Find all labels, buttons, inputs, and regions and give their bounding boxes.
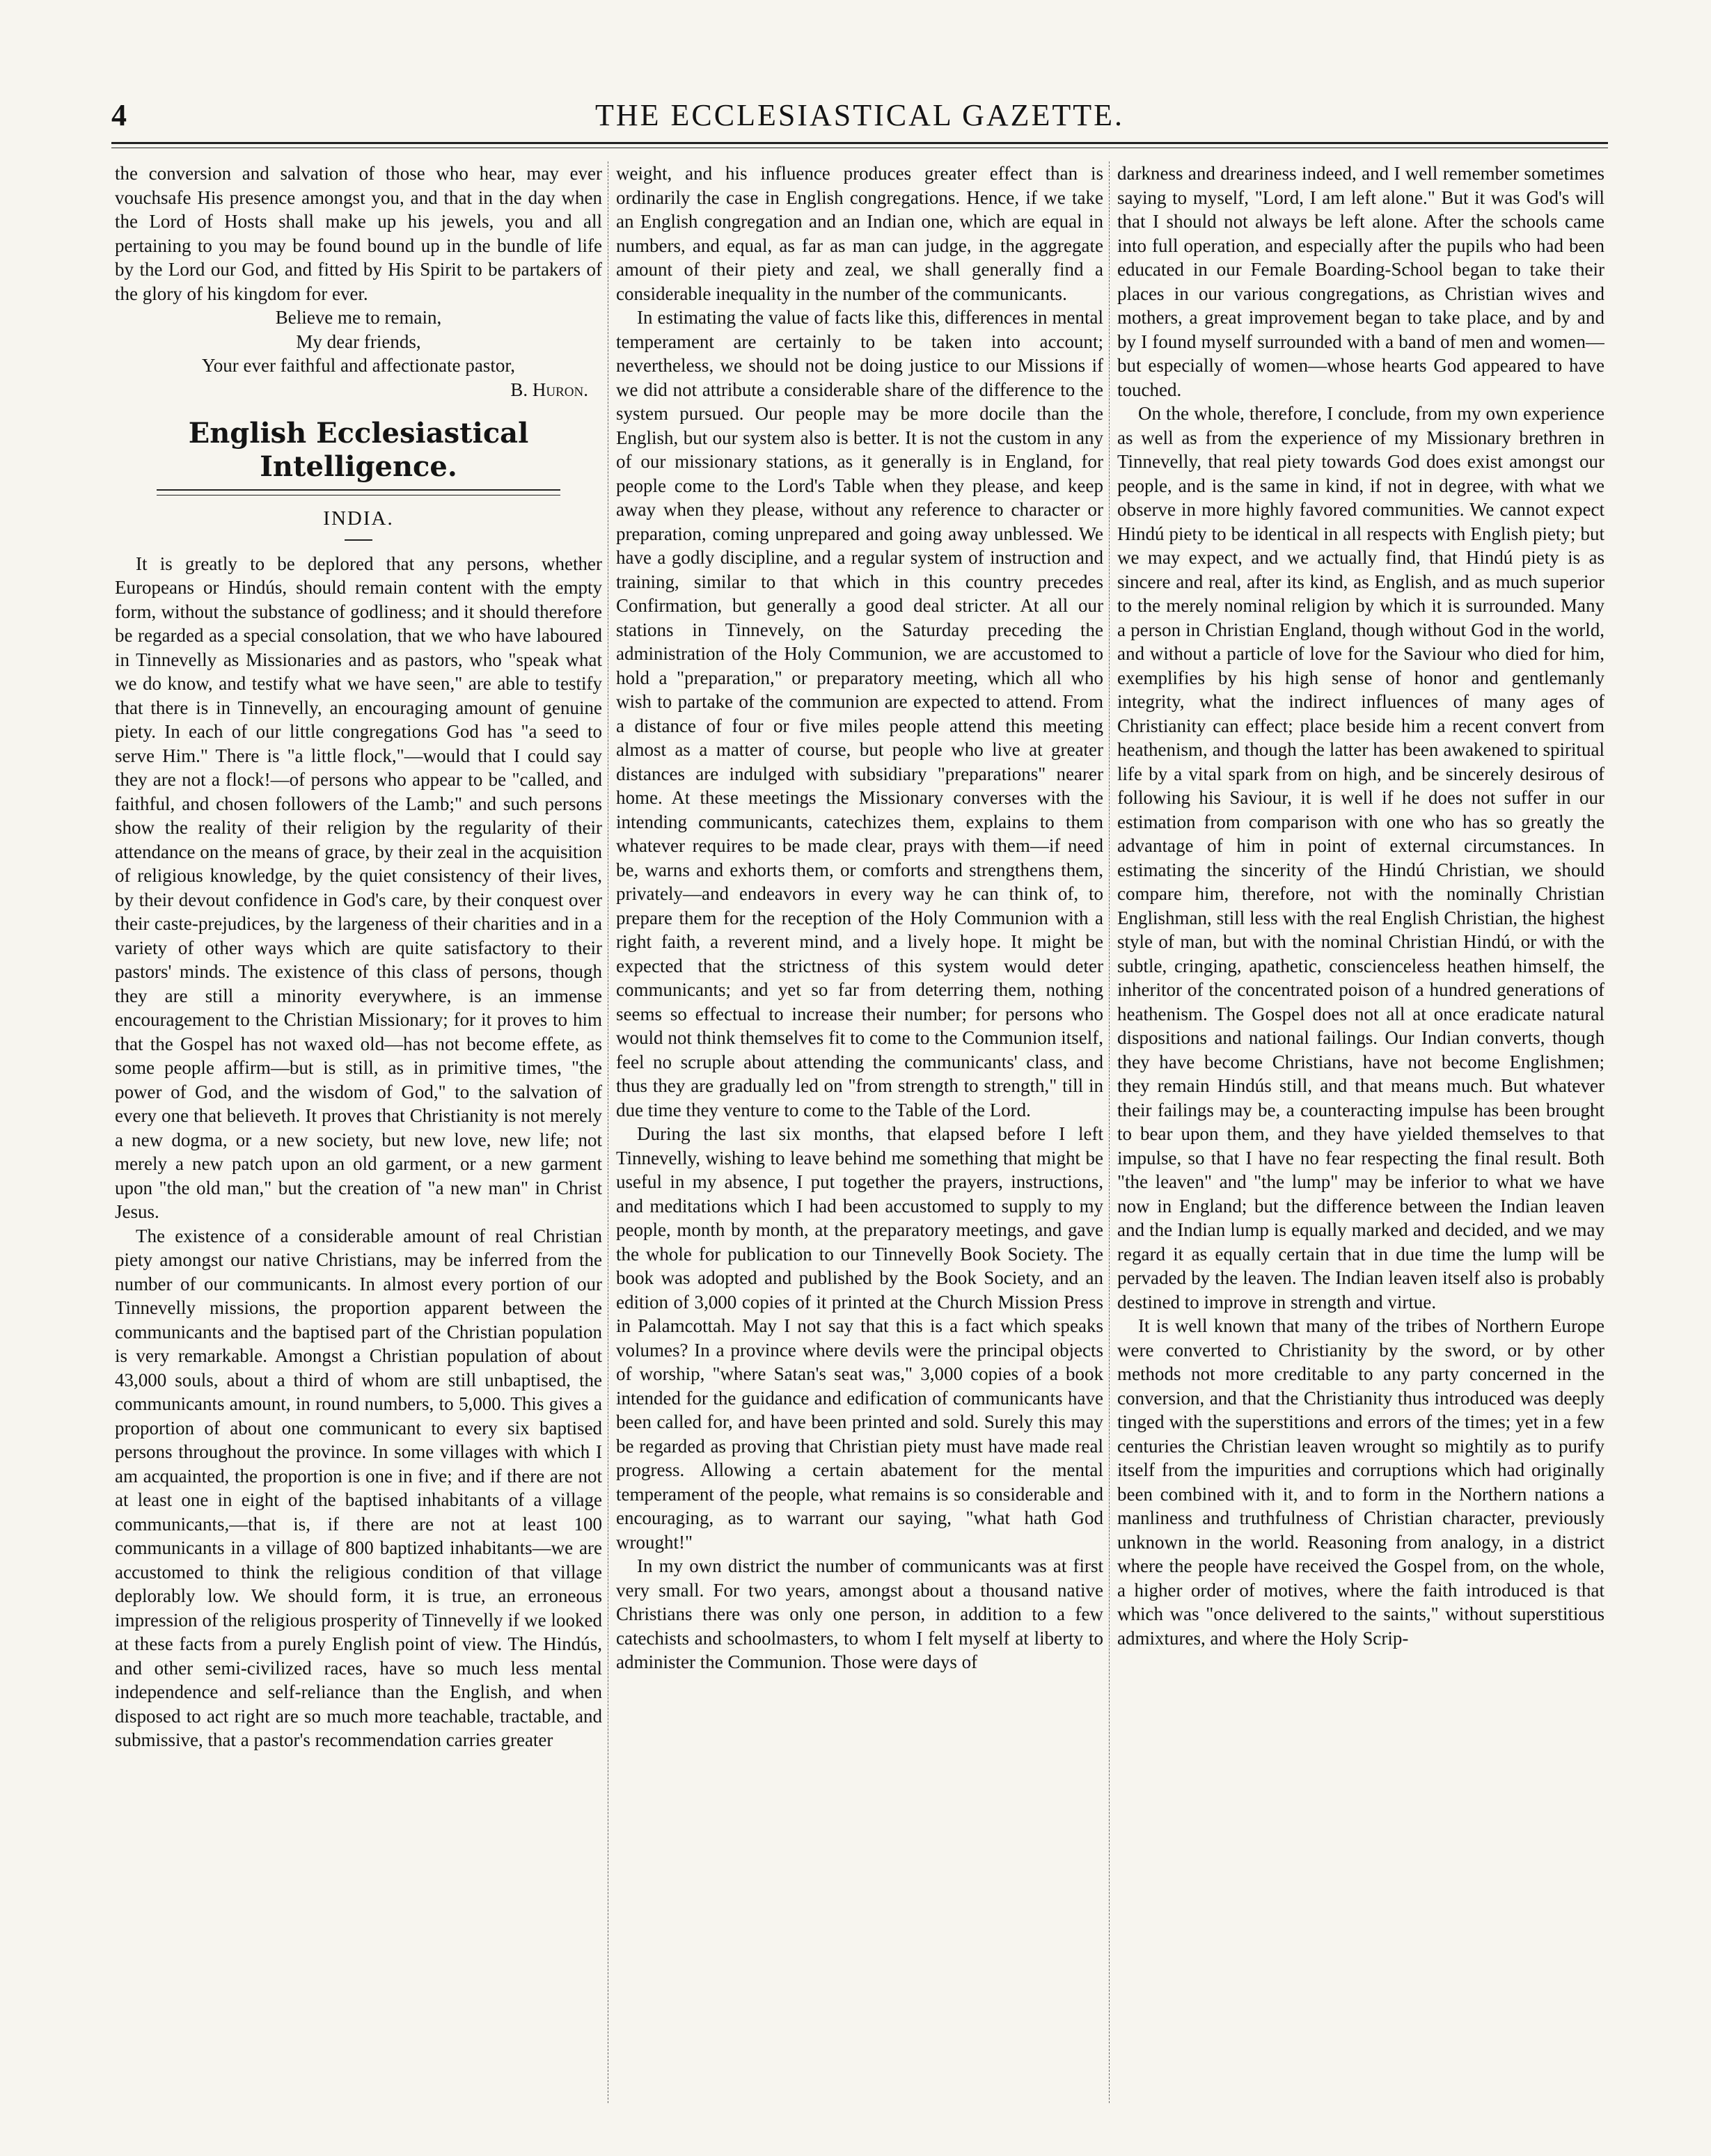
sub-heading: INDIA.: [323, 507, 394, 530]
article-paragraph: On the whole, therefore, I conclude, from my own experience as well as from the experience of my Missionary brethren in Tinnevelly, that real piety towards God does exist amongst our people, and is the same in kind, if not in degree, with what we observe in more highly favored communities. We cannot expect Hindú piety to be identical in all respects with English piety; but we may expect, and we actually find, that Hindú piety is as sincere and real, after its kind, as English, and as much superior to the merely nominal religion by which it is surrounded. Many a person in Christian England, though without God in the world, and without a particle of love for the Saviour who died for him, exemplifies by his high sense of honor and gentlemanly integrity, what the indirect influences of many ages of Christianity can effect; place beside him a recent convert from heathenism, and though the latter has been awakened to spiritual life by a vital spark from on high, and be sincerely desirous of following his Saviour, it is well if he does not suffer in our estimation from comparison with one who has so greatly the advantage of him in point of external circumstances. In estimating the sincerity of the Hindú Christian, we should compare him, therefore, not with the nominally Christian Englishman, still less with the real English Christian, the highest style of man, but with the nominal Christian Hindú, or with the subtle, cringing, apathetic, conscienceless heathen himself, the inheritor of the concentrated poison of a hundred generations of heathenism. The Gospel does not all at once eradicate natural dispositions and national failings. Our Indian converts, though they have become Christians, have not become Englishmen; they remain Hindús still, and that means much. But whatever their failings may be, a counteracting impulse has been brought to bear upon them, and they have yielded themselves to that impulse, so that I have no fear respecting the final result. Both "the leaven" and "the lump" may be inferior to what we have now in England; but the difference between the Indian leaven and the Indian lump is equally marked and decided, and we may regard it as equally certain that in due time the lump will be pervaded by the leaven. The Indian leaven itself also is probably destined to improve in strength and virtue.: [1117, 403, 1604, 1313]
article-paragraph: The existence of a considerable amount of real Christian piety amongst our native Christians, may be inferred from the number of our communicants. In almost every portion of our Tinnevelly missions, the proportion apparent between the communicants and the baptised part of the Christian population is very remarkable. Amongst a Christian population of about 43,000 souls, about a third of whom are still unbaptised, the communicants amount, in round numbers, to 5,000. This gives a proportion of about one communicant to every six baptised persons throughout the province. In some villages with which I am acquainted, the proportion is one in five; and if there are not at least one in eight of the baptised inhabitants of a village communicants,—that is, if there are not at least 100 communicants in a village of 800 baptized inhabitants—we are accustomed to think the religious condition of that village deplorably low. We should form, it is true, an erroneous impression of the religious prosperity of Tinnevelly if we looked at these facts from a purely English point of view. The Hindús, and other semi-civilized races, have so much less mental independence and self-reliance than the English, and when disposed to act right are so much more teachable, tractable, and submissive, that a pastor's recommendation carries greater: [115, 1225, 602, 1750]
section-rule: [157, 489, 560, 496]
column-1: [115, 161, 602, 2110]
letter-closing: Believe me to remain,: [275, 307, 442, 328]
page-header: [111, 97, 1608, 139]
running-title: THE ECCLESIASTICAL GAZETTE.: [594, 98, 1125, 132]
column-3: [1117, 161, 1604, 2110]
letter-valediction: Your ever faithful and affectionate pastor,: [201, 355, 516, 376]
article-paragraph: darkness and dreariness indeed, and I well remember sometimes saying to myself, "Lord, I am left alone." But it was God's will that I should not always be left alone. After the schools came into full operation, and especially after the pupils who had been educated in our Female Boarding-School began to take their places in our various congregations, as Christian wives and mothers, a great improvement began to take place, and by and by I found myself surrounded with a band of men and women—but especially of women—whose hearts God appeared to have touched.: [1117, 163, 1604, 400]
column-2: [616, 161, 1103, 2110]
article-paragraph: It is well known that many of the tribes of Northern Europe were converted to Christianity by the sword, or by other methods not more creditable to any party concerned in the conversion, and that the Christianity thus introduced was deeply tinged with the superstitions and errors of the times; yet in a few centuries the Christian leaven wrought so mightily as to purify itself from the impurities and corruptions which had originally been combined with it, and to form in the Northern nations a manliness and truthfulness of Christian character, previously unknown in the world. Reasoning from analogy, in a district where the people have received the Gospel from, on the whole, a higher order of motives, where the faith introduced is that which was "once delivered to the saints," without superstitious admixtures, and where the Holy Scrip-: [1117, 1315, 1604, 1649]
article-paragraph: During the last six months, that elapsed before I left Tinnevelly, wishing to leave behind me something that might be useful in my absence, I put together the prayers, instructions, and meditations which I had been accustomed to supply to my people, month by month, at the preparatory meetings, and gave the whole for publication to our Tinnevelly Book Society. The book was adopted and published by the Book Society, and an edition of 3,000 copies of it printed at the Church Mission Press in Palamcottah. May I not say that this is a fact which speaks volumes? In a province where devils were the principal objects of worship, "where Satan's seat was," 3,000 copies of a book intended for the guidance and edification of communicants have been called for, and have been printed and sold. Surely this may be regarded as proving that Christian piety must have made real progress. Allowing a certain abatement for the mental temperament of the people, what remains is so considerable and encouraging, as to warrant our saying, "what hath God wrought!": [616, 1123, 1103, 1553]
column-separator: [1109, 161, 1110, 2103]
page-number: 4: [111, 98, 127, 132]
letter-paragraph: the conversion and salvation of those who hear, may ever vouchsafe His presence amongst you, and that in the day when the Lord of Hosts shall make up his jewels, you and all pertaining to you may be found bound up in the bundle of life by the Lord our God, and fitted by His Spirit to be partakers of the glory of his kingdom for ever.: [115, 163, 602, 304]
header-rule: [111, 142, 1608, 144]
article-paragraph: In my own district the number of communicants was at first very small. For two years, amongst about a thousand native Christians there was only one person, in addition to a few catechists and schoolmasters, to whom I felt myself at liberty to administer the Communion. Those were days of: [616, 1555, 1103, 1672]
article-paragraph: In estimating the value of facts like this, differences in mental temperament are certainly to be taken into account; nevertheless, we should not be doing justice to our Missions if we did not attribute a considerable share of the difference to the system pursued. Our people may be more docile than the English, but our system also is better. It is not the custom in any of our missionary stations, as it generally is in England, for people come to the Lord's Table when they please, and keep away when they please, without any reference to character or preparation, coming unprepared and going away unblessed. We have a godly discipline, and a regular system of instruction and training, similar to that which in this country precedes Confirmation, but generally a good deal stricter. At all our stations in Tinnevely, on the Saturday preceding the administration of the Holy Communion, we are accustomed to hold a "preparation," or preparatory meeting, which all who wish to partake of the communion are expected to attend. From a distance of four or five miles people attend this meeting almost as a matter of course, but people who live at greater distances are indulged with subsidiary "preparations" nearer home. At these meetings the Missionary converses with the intending communicants, catechizes them, explains to them whatever requires to be made clear, prays with them—if need be, warns and exhorts them, or comforts and strengthens them, privately—and endeavors in every way he can think of, to prepare them for the reception of the Holy Communion with a right faith, a reverent mind, and a lively hope. It might be expected that the strictness of this system would deter communicants; and yet so far from deterring them, nothing seems so effectual to increase their number; for persons who would not think themselves fit to come to the Communion itself, feel no scruple about attending the communicants' class, and thus they are gradually led on "from strength to strength," till in due time they venture to come to the Table of the Lord.: [616, 307, 1103, 1120]
letter-signature: B. Huron.: [510, 379, 588, 400]
section-heading: English Ecclesiastical Intelligence.: [188, 417, 529, 483]
article-paragraph: weight, and his influence produces greater effect than is ordinarily the case in English congregations. Hence, if we take an English congregation and an Indian one, which are equal in numbers, and equal, as far as man can judge, in the aggregate amount of their piety and zeal, we shall generally find a considerable inequality in the number of the communicants.: [616, 163, 1103, 304]
letter-salutation: My dear friends,: [296, 331, 421, 352]
sub-heading-rule: [345, 539, 372, 541]
article-paragraph: It is greatly to be deplored that any persons, whether Europeans or Hindús, should remain content with the empty form, without the substance of godliness; and it should therefore be regarded as a special consolation, that we who have laboured in Tinnevelly as Missionaries and as pastors, who "speak what we do know, and testify what we have seen," are able to testify that there is in Tinnevelly, an encouraging amount of genuine piety. In each of our little congregations God has "a seed to serve Him." There is "a little flock,"—would that I could say they are not a flock!—of persons who appear to be "called, and faithful, and chosen followers of the Lamb;" and such persons show the reality of their religion by the regularity of their attendance on the means of grace, by their zeal in the acquisition of religious knowledge, by the quiet consistency of their lives, by their devout confidence in God's care, by their conquest over their caste-prejudices, by the largeness of their charities and in a variety of other ways which are quite satisfactory to their pastors' minds. The existence of this class of persons, though they are still a minority everywhere, is an immense encouragement to the Christian Missionary; for it proves to him that the Gospel has not waxed old—has not become effete, as some people affirm—but is still, as in primitive times, "the power of God, and the wisdom of God," to the salvation of every one that believeth. It proves that Christianity is not merely a new dogma, or a new society, but new love, new life; not merely a new patch upon an old garment, or a new garment upon "the old man," but the creation of "a new man" in Christ Jesus.: [115, 553, 602, 1222]
